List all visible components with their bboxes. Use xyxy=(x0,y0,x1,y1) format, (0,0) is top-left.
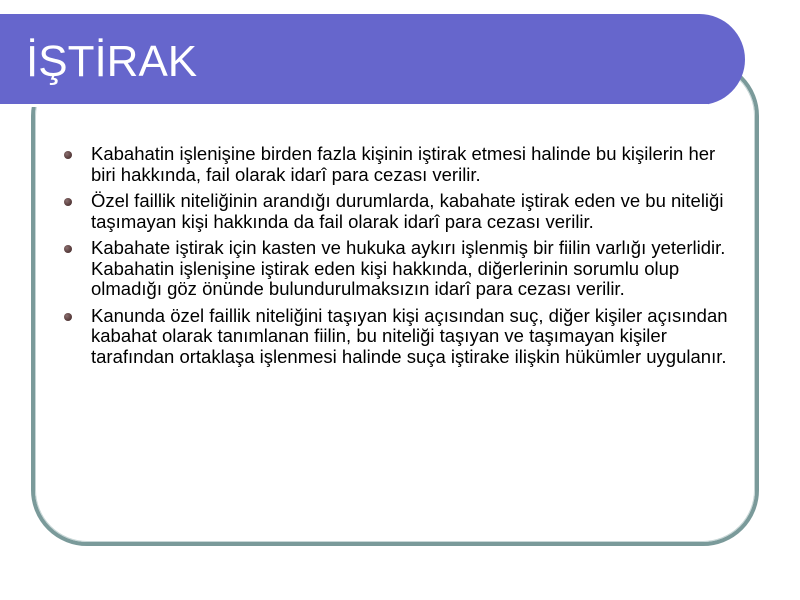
slide-title: İŞTİRAK xyxy=(26,37,198,86)
bullet-text: Kabahate iştirak için kasten ve hukuka aykırı işlenmiş bir fiilin varlığı yeterlidir. Kabahatin işlenişine iştirak eden kişi hakkında, diğerlerinin sorumlu olup olmadığı göz önünde bulundurulmaksızın idarî para cezası verilir. xyxy=(91,237,726,299)
bullet-item xyxy=(58,144,738,185)
bullet-text: Özel faillik niteliğinin arandığı durumlarda, kabahate iştirak eden ve bu niteliği taşımayan kişi hakkında da fail olarak idarî para cezası verilir. xyxy=(91,190,724,232)
bullet-item xyxy=(58,191,738,232)
bullet-text: Kabahatin işlenişine birden fazla kişinin iştirak etmesi halinde bu kişilerin her biri hakkında, fail olarak idarî para cezası verilir. xyxy=(91,143,716,185)
bullet-dot-icon xyxy=(64,313,72,321)
bullet-dot-icon xyxy=(64,245,72,253)
bullet-text: Kanunda özel faillik niteliğini taşıyan kişi açısından suç, diğer kişiler açısından kabahat olarak tanımlanan fiilin, bu niteliği taşıyan ve taşımayan kişiler tarafından ortaklaşa işlenmesi halinde suça iştirake ilişkin hükümler uygulanır. xyxy=(91,304,728,367)
bullet-list xyxy=(58,144,738,373)
bullet-dot-icon xyxy=(64,198,72,206)
bullet-item xyxy=(58,306,738,368)
bullet-item xyxy=(58,238,738,300)
bullet-dot-icon xyxy=(64,151,72,159)
title-underline xyxy=(0,104,708,107)
